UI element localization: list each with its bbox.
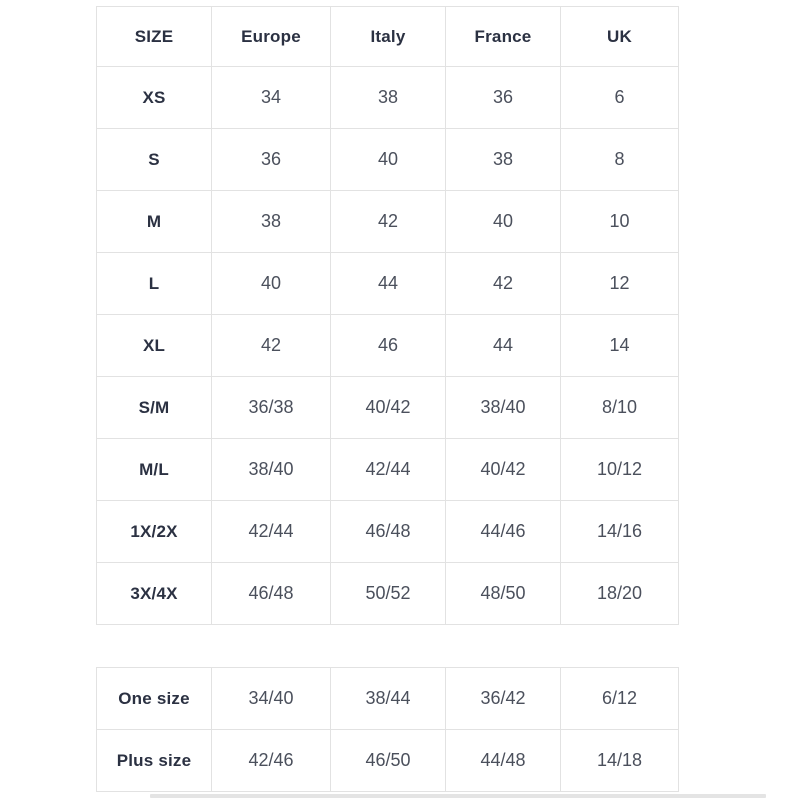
size-value-cell: 44	[331, 253, 446, 315]
size-value-cell: 10	[561, 191, 679, 253]
size-value-cell: 42/44	[331, 439, 446, 501]
size-value-cell: 40/42	[446, 439, 561, 501]
row-label-cell: M/L	[97, 439, 212, 501]
column-header-europe: Europe	[212, 7, 331, 67]
size-value-cell: 38/40	[212, 439, 331, 501]
size-value-cell: 6/12	[561, 668, 679, 730]
size-value-cell: 38	[212, 191, 331, 253]
size-value-cell: 48/50	[446, 563, 561, 625]
size-value-cell: 34/40	[212, 668, 331, 730]
table-row	[97, 730, 679, 792]
column-header-uk: UK	[561, 7, 679, 67]
table-row	[97, 191, 679, 253]
size-value-cell: 18/20	[561, 563, 679, 625]
size-value-cell: 42/46	[212, 730, 331, 792]
size-value-cell: 10/12	[561, 439, 679, 501]
column-header-size: SIZE	[97, 7, 212, 67]
size-value-cell: 36/42	[446, 668, 561, 730]
row-label-cell: 1X/2X	[97, 501, 212, 563]
size-value-cell: 8	[561, 129, 679, 191]
size-value-cell: 46	[331, 315, 446, 377]
table-row	[97, 668, 679, 730]
row-label-cell: XL	[97, 315, 212, 377]
size-value-cell: 42	[212, 315, 331, 377]
row-label-cell: S/M	[97, 377, 212, 439]
page-bottom-divider	[150, 794, 766, 798]
size-value-cell: 46/48	[331, 501, 446, 563]
size-value-cell: 40	[331, 129, 446, 191]
size-conversion-table	[96, 6, 679, 625]
size-value-cell: 36/38	[212, 377, 331, 439]
table-row	[97, 253, 679, 315]
size-value-cell: 38/44	[331, 668, 446, 730]
row-label-cell: Plus size	[97, 730, 212, 792]
size-value-cell: 40	[212, 253, 331, 315]
size-value-cell: 50/52	[331, 563, 446, 625]
size-value-cell: 36	[446, 67, 561, 129]
special-sizes-table	[96, 667, 679, 792]
size-value-cell: 36	[212, 129, 331, 191]
size-value-cell: 38	[331, 67, 446, 129]
table-row	[97, 129, 679, 191]
size-value-cell: 6	[561, 67, 679, 129]
table-header-row	[97, 7, 679, 67]
size-value-cell: 40	[446, 191, 561, 253]
size-value-cell: 34	[212, 67, 331, 129]
size-value-cell: 44/48	[446, 730, 561, 792]
row-label-cell: M	[97, 191, 212, 253]
size-value-cell: 40/42	[331, 377, 446, 439]
table-row	[97, 439, 679, 501]
size-value-cell: 46/50	[331, 730, 446, 792]
size-value-cell: 44/46	[446, 501, 561, 563]
table-row	[97, 501, 679, 563]
size-value-cell: 42/44	[212, 501, 331, 563]
special-table-body	[97, 668, 679, 792]
size-value-cell: 14	[561, 315, 679, 377]
row-label-cell: One size	[97, 668, 212, 730]
size-value-cell: 8/10	[561, 377, 679, 439]
size-value-cell: 14/16	[561, 501, 679, 563]
row-label-cell: 3X/4X	[97, 563, 212, 625]
row-label-cell: L	[97, 253, 212, 315]
size-table-body	[97, 67, 679, 625]
table-row	[97, 315, 679, 377]
table-row	[97, 67, 679, 129]
size-value-cell: 42	[446, 253, 561, 315]
column-header-france: France	[446, 7, 561, 67]
size-value-cell: 42	[331, 191, 446, 253]
size-value-cell: 38/40	[446, 377, 561, 439]
size-value-cell: 44	[446, 315, 561, 377]
row-label-cell: XS	[97, 67, 212, 129]
row-label-cell: S	[97, 129, 212, 191]
table-row	[97, 377, 679, 439]
size-value-cell: 46/48	[212, 563, 331, 625]
size-value-cell: 14/18	[561, 730, 679, 792]
size-value-cell: 38	[446, 129, 561, 191]
table-row	[97, 563, 679, 625]
column-header-italy: Italy	[331, 7, 446, 67]
size-value-cell: 12	[561, 253, 679, 315]
